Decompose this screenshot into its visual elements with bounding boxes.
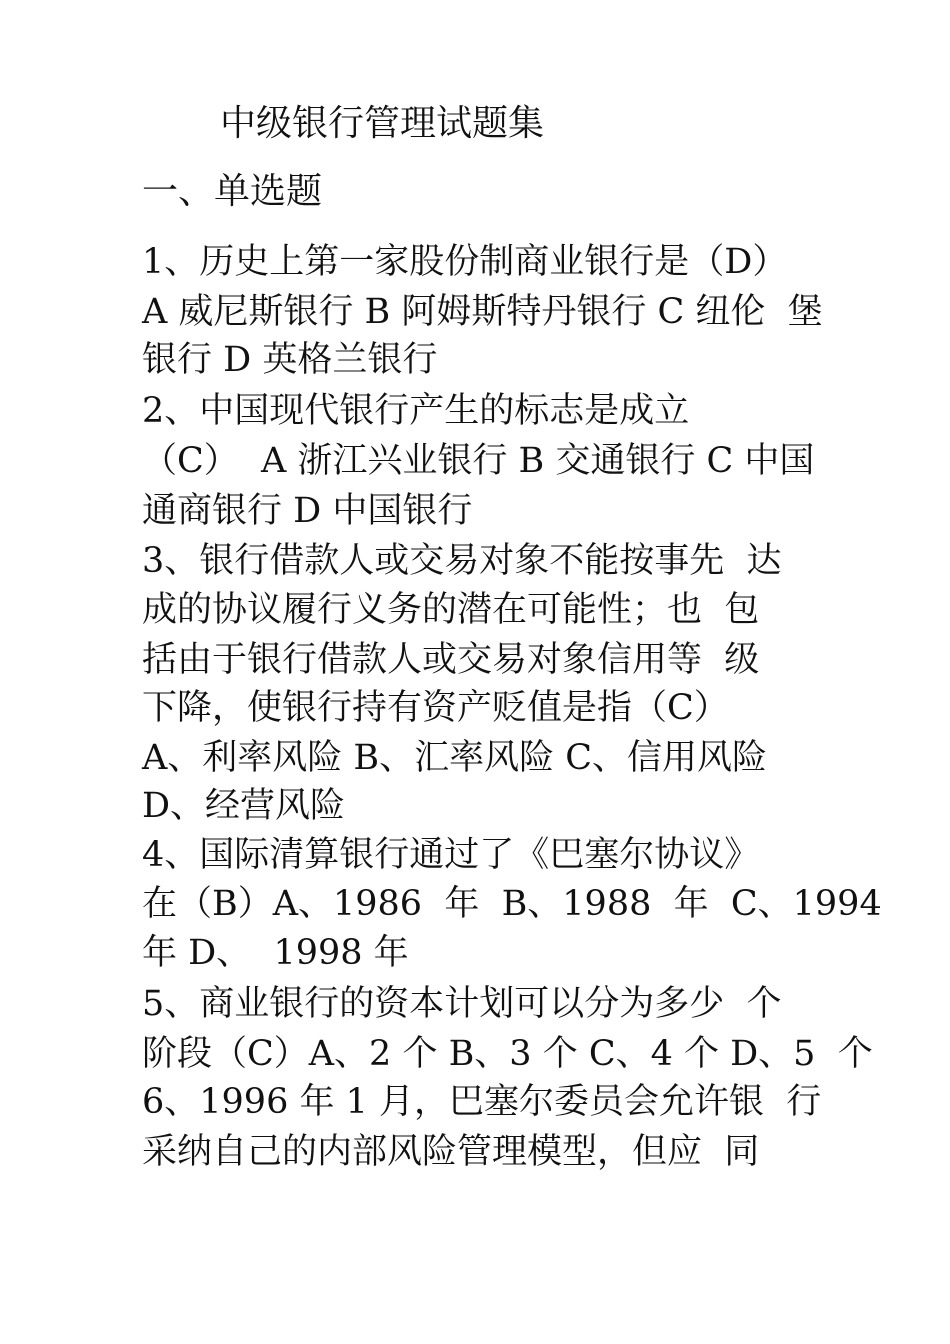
text-line: 阶段（C）A、2 个 B、3 个 C、4 个 D、5 个 xyxy=(142,1034,873,1074)
text-line: 5、商业银行的资本计划可以分为多少 个 xyxy=(142,984,782,1024)
text-line: 6、1996 年 1 月，巴塞尔委员会允许银 行 xyxy=(142,1082,822,1122)
text-line: 2、中国现代银行产生的标志是成立 xyxy=(142,391,690,431)
text-line: 下降，使银行持有资产贬值是指（C） xyxy=(142,688,729,728)
text-line: 在（B）A、1986 年 B、1988 年 C、1994 xyxy=(142,884,882,924)
text-line: 括由于银行借款人或交易对象信用等 级 xyxy=(142,640,760,680)
text-line: D、经营风险 xyxy=(142,786,346,826)
text-line: 1、历史上第一家股份制商业银行是（D） xyxy=(142,242,788,282)
section-heading: 一、单选题 xyxy=(142,171,323,212)
text-line: 成的协议履行义务的潜在可能性；也 包 xyxy=(142,590,760,630)
document-title: 中级银行管理试题集 xyxy=(220,103,545,144)
text-line: A 威尼斯银行 B 阿姆斯特丹银行 C 纽伦 堡 xyxy=(142,292,823,332)
text-line: A、利率风险 B、汇率风险 C、信用风险 xyxy=(142,738,768,778)
text-line: 4、国际清算银行通过了《巴塞尔协议》 xyxy=(142,835,760,875)
text-line: 年 D、 1998 年 xyxy=(142,933,409,973)
text-line: （C） A 浙江兴业银行 B 交通银行 C 中国 xyxy=(142,441,815,481)
text-line: 银行 D 英格兰银行 xyxy=(142,340,438,380)
text-line: 采纳自己的内部风险管理模型，但应 同 xyxy=(142,1132,760,1172)
text-line: 通商银行 D 中国银行 xyxy=(142,491,473,531)
text-line: 3、银行借款人或交易对象不能按事先 达 xyxy=(142,541,782,581)
